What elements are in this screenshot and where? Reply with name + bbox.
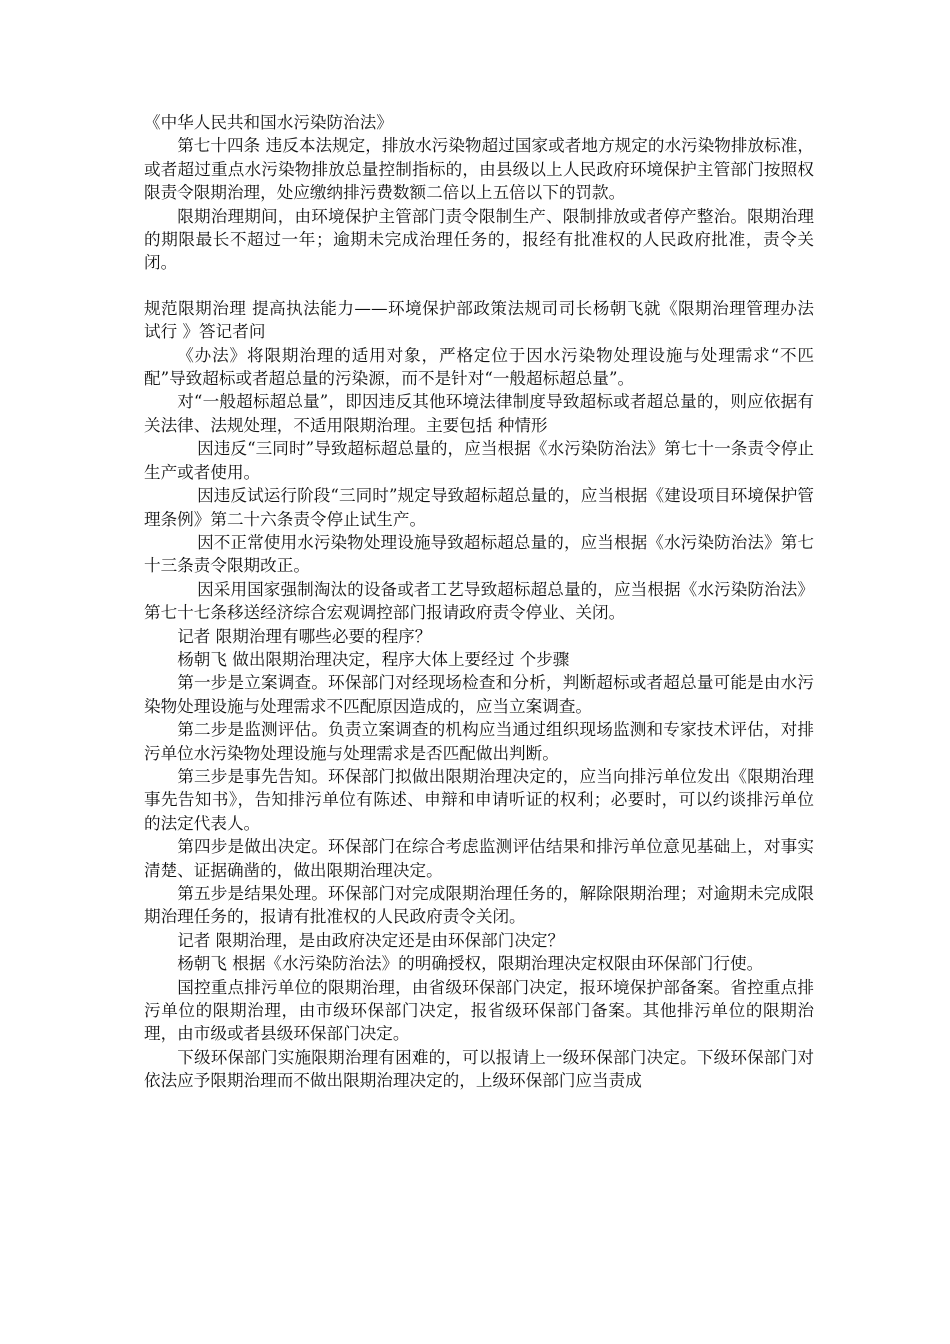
step-paragraph: 第一步是立案调查。环保部门对经现场检查和分析，判断超标或者超总量可能是由水污染物处理设施与处理需求不匹配原因造成的，应当立案调查。	[144, 673, 814, 716]
step-paragraph: 第二步是监测评估。负责立案调查的机构应当通过组织现场监测和专家技术评估，对排污单位水污染物处理设施与处理需求是否匹配做出判断。	[144, 720, 814, 763]
law-title: 《中华人民共和国水污染防治法》	[144, 113, 393, 132]
answer: 杨朝飞 根据《水污染防治法》的明确授权，限期治理决定权限由环保部门行使。	[177, 954, 764, 974]
step-paragraph: 第五步是结果处理。环保部门对完成限期治理任务的，解除限期治理；对逾期未完成限期治理任务的，报请有批准权的人民政府责令关闭。	[144, 884, 814, 927]
step-paragraph: 第三步是事先告知。环保部门拟做出限期治理决定的，应当向排污单位发出《限期治理事先告知书》，告知排污单位有陈述、申辩和申请听证的权利；必要时，可以约谈排污单位的法定代表人。	[144, 766, 814, 833]
paragraph: 国控重点排污单位的限期治理，由省级环保部门决定，报环境保护部备案。省控重点排污单位的限期治理，由市级环保部门决定，报省级环保部门备案。其他排污单位的限期治理，由市级或者县级环保部门决定。	[144, 977, 814, 1044]
section-gap	[144, 275, 814, 297]
paragraph: 对“一般超标超总量”，即因违反其他环境法律制度导致超标或者超总量的，则应依据有关法律、法规处理，不适用限期治理。主要包括 种情形	[144, 392, 814, 435]
step-paragraph: 第四步是做出决定。环保部门在综合考虑监测评估结果和排污单位意见基础上，对事实清楚、证据确凿的，做出限期治理决定。	[144, 837, 814, 880]
answer: 杨朝飞 做出限期治理决定，程序大体上要经过 个步骤	[177, 649, 570, 669]
interview-title: 规范限期治理 提高执法能力——环境保护部政策法规司司长杨朝飞就《限期治理管理办法 试行 》答记者问	[144, 298, 814, 342]
case-item: 因采用国家强制淘汰的设备或者工艺导致超标超总量的，应当根据《水污染防治法》第七十七条移送经济综合宏观调控部门报请政府责令停业、关闭。	[144, 579, 814, 623]
case-item: 因违反“三同时”导致超标超总量的，应当根据《水污染防治法》第七十一条责令停止生产或者使用。	[144, 439, 814, 482]
law-article-74-para-2: 限期治理期间，由环境保护主管部门责令限制生产、限制排放或者停产整治。限期治理的期限最长不超过一年；逾期未完成治理任务的，报经有批准权的人民政府批准，责令关闭。	[144, 206, 814, 273]
case-item: 因不正常使用水污染物处理设施导致超标超总量的，应当根据《水污染防治法》第七十三条责令限期改正。	[144, 532, 814, 576]
reporter-question: 记者 限期治理，是由政府决定还是由环保部门决定？	[177, 930, 565, 950]
reporter-question: 记者 限期治理有哪些必要的程序？	[177, 626, 432, 646]
paragraph: 《办法》将限期治理的适用对象，严格定位于因水污染物处理设施与处理需求“不匹配”导致超标或者超总量的污染源，而不是针对“一般超标超总量”。	[144, 345, 814, 389]
paragraph: 下级环保部门实施限期治理有困难的，可以报请上一级环保部门决定。下级环保部门对依法应予限期治理而不做出限期治理决定的，上级环保部门应当责成	[144, 1047, 814, 1091]
law-article-74: 第七十四条 违反本法规定，排放水污染物超过国家或者地方规定的水污染物排放标准，或者超过重点水污染物排放总量控制指标的，由县级以上人民政府环境保护主管部门按照权限责令限期治理，处应缴纳排污费数额二倍以上五倍以下的罚款。	[144, 136, 814, 203]
case-item: 因违反试运行阶段“三同时”规定导致超标超总量的，应当根据《建设项目环境保护管理条例》第二十六条责令停止试生产。	[144, 486, 814, 529]
document-page	[144, 111, 814, 1093]
